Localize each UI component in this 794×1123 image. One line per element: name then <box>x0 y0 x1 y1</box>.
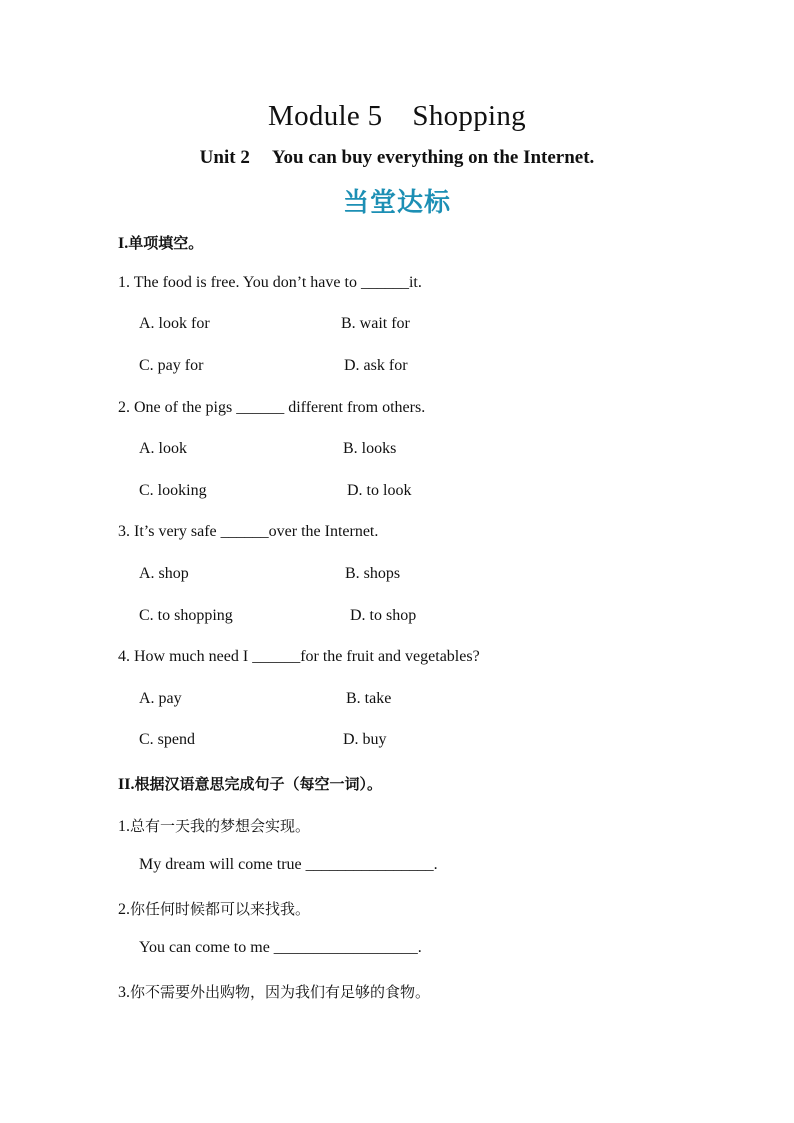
question-3-option-d: D. to shop <box>350 607 417 624</box>
question-1-option-a: A. look for <box>139 315 210 332</box>
module-number: Module 5 <box>268 100 383 132</box>
question-4-option-d: D. buy <box>343 731 387 748</box>
question-2-option-c: C. looking <box>139 482 207 499</box>
question-1-option-b: B. wait for <box>341 315 410 332</box>
question-3-option-a: A. shop <box>139 565 189 582</box>
section-2-label: 根据汉语意思完成句子（每空一词）。 <box>134 775 382 793</box>
question-1-option-d: D. ask for <box>344 357 408 374</box>
translation-1-english: My dream will come true ________________. <box>139 856 438 873</box>
question-1-stem: 1. The food is free. You don’t have to ______it. <box>118 274 422 291</box>
translation-2-prompt <box>118 898 310 919</box>
section-1-title <box>118 232 203 253</box>
question-4-option-a: A. pay <box>139 690 182 707</box>
unit-number: Unit 2 <box>199 147 250 168</box>
question-3-stem: 3. It’s very safe ______over the Internet. <box>118 523 379 540</box>
section-heading: 当堂达标 <box>342 188 451 218</box>
question-4-option-b: B. take <box>346 690 392 707</box>
translation-1-number: 1. <box>118 818 130 835</box>
question-2-stem: 2. One of the pigs ______ different from others. <box>118 399 426 416</box>
question-3-option-b: B. shops <box>345 565 401 582</box>
question-1-option-c: C. pay for <box>139 357 204 374</box>
unit-topic: You can buy everything on the Internet. <box>271 147 595 168</box>
question-3-option-c: C. to shopping <box>139 607 233 624</box>
question-4-option-c: C. spend <box>139 731 195 748</box>
translation-3-prompt <box>118 981 430 1002</box>
question-2-option-b: B. looks <box>343 440 397 457</box>
unit-title <box>0 147 794 169</box>
section-2-number: II. <box>118 776 135 793</box>
section-2-title <box>118 773 382 794</box>
translation-1-prompt <box>118 815 310 836</box>
translation-3-chinese: 你不需要外出购物，因为我们有足够的食物。 <box>130 983 431 1001</box>
question-2-option-a: A. look <box>139 440 187 457</box>
section-1-label: 单项填空。 <box>128 234 204 252</box>
question-2-option-d: D. to look <box>347 482 412 499</box>
translation-2-number: 2. <box>118 901 130 918</box>
translation-2-english: You can come to me __________________. <box>139 939 422 956</box>
translation-2-chinese: 你任何时候都可以来找我。 <box>130 900 311 918</box>
section-1-number: I. <box>118 235 129 252</box>
translation-1-chinese: 总有一天我的梦想会实现。 <box>130 817 311 835</box>
module-topic: Shopping <box>412 100 526 132</box>
question-4-stem: 4. How much need I ______for the fruit and vegetables? <box>118 648 480 665</box>
module-title <box>0 100 794 133</box>
translation-3-number: 3. <box>118 984 130 1001</box>
